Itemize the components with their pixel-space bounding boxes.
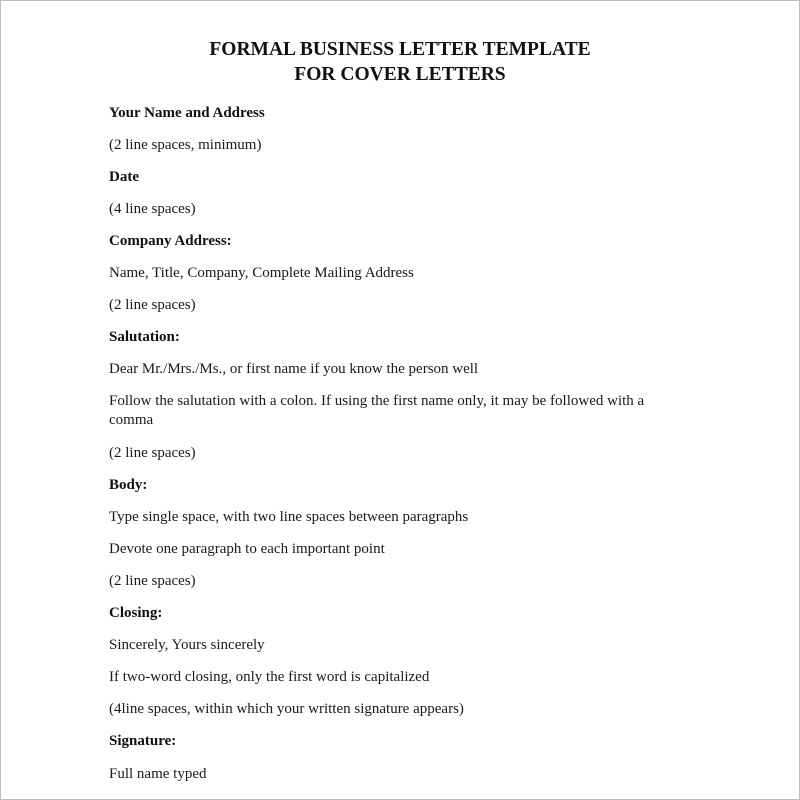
heading-closing: Closing: — [109, 605, 163, 621]
text-line: Name, Title, Company, Complete Mailing Address — [109, 265, 414, 281]
document-title — [1, 37, 799, 87]
text-line: If two-word closing, only the first word is capitalized — [109, 669, 430, 685]
text-line: (4line spaces, within which your written signature appears) — [109, 701, 464, 717]
text-line: (4 line spaces) — [109, 201, 196, 217]
text-paragraph: Follow the salutation with a colon. If using the first name only, it may be followed with a comma — [109, 393, 645, 428]
text-line: Sincerely, Yours sincerely — [109, 637, 265, 653]
text-line: Dear Mr./Mrs./Ms., or first name if you know the person well — [109, 361, 479, 377]
heading-company-address: Company Address: — [109, 233, 232, 249]
title-line-1: FORMAL BUSINESS LETTER TEMPLATE — [209, 39, 591, 60]
title-line-2: FOR COVER LETTERS — [294, 64, 506, 85]
text-line: (2 line spaces, minimum) — [109, 137, 262, 153]
text-line: (2 line spaces) — [109, 297, 196, 313]
text-line: (2 line spaces) — [109, 445, 196, 461]
text-line: Devote one paragraph to each important point — [109, 541, 385, 557]
heading-salutation: Salutation: — [109, 329, 180, 345]
heading-your-name-address: Your Name and Address — [109, 105, 265, 121]
text-line: Type single space, with two line spaces between paragraphs — [109, 509, 469, 525]
heading-signature: Signature: — [109, 733, 177, 749]
text-line: (2 line spaces) — [109, 573, 196, 589]
heading-date: Date — [109, 169, 139, 185]
text-line: Full name typed — [109, 766, 207, 782]
heading-body: Body: — [109, 477, 148, 493]
